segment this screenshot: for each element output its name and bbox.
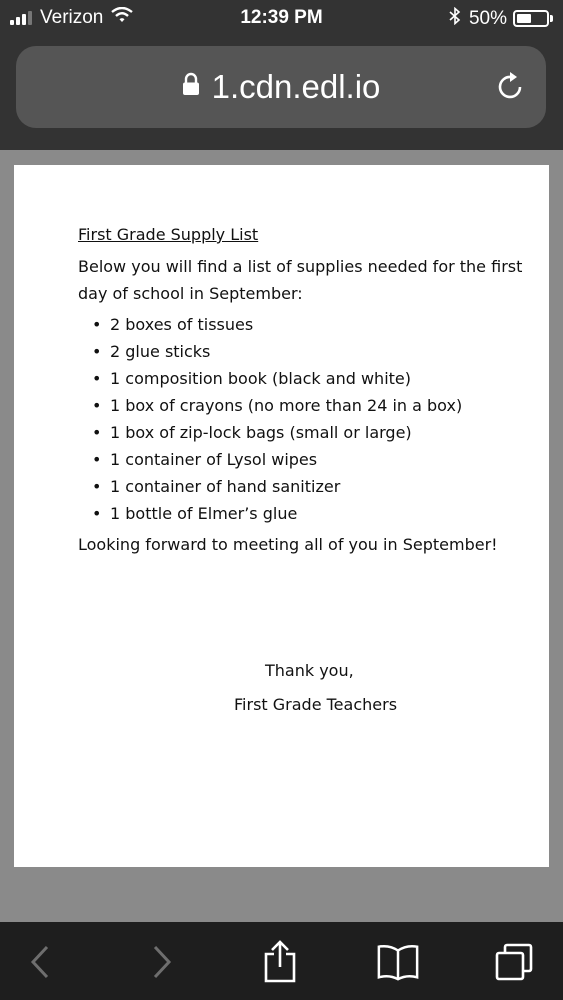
supply-item	[92, 473, 528, 500]
book-icon	[376, 942, 420, 982]
bullet-marker: •	[92, 315, 102, 334]
tabs-icon	[494, 942, 534, 982]
browser-toolbar	[0, 922, 563, 1000]
supply-list	[78, 311, 528, 527]
supply-item	[92, 500, 528, 527]
bullet-marker: •	[92, 504, 102, 523]
closing-paragraph: Looking forward to meeting all of you in September!	[78, 535, 498, 554]
url-display[interactable]	[16, 68, 546, 108]
battery-percent: 50%	[468, 7, 507, 29]
supply-item-text: 1 box of crayons (no more than 24 in a box)	[110, 396, 463, 415]
battery-icon	[513, 10, 549, 27]
battery-tip	[550, 15, 553, 22]
bullet-marker: •	[92, 369, 102, 388]
supply-item-text: 1 box of zip-lock bags (small or large)	[110, 423, 412, 442]
share-icon	[262, 940, 298, 984]
bullet-marker: •	[92, 342, 102, 361]
tabs-button[interactable]	[492, 940, 536, 984]
forward-button[interactable]	[140, 940, 184, 984]
chevron-right-icon	[151, 944, 173, 980]
supply-item	[92, 392, 528, 419]
bullet-marker: •	[92, 396, 102, 415]
reload-button[interactable]	[496, 70, 526, 107]
share-button[interactable]	[258, 940, 302, 984]
reload-icon	[496, 70, 526, 102]
url-text: 1.cdn.edl.io	[211, 68, 381, 105]
web-content[interactable]	[0, 150, 563, 922]
clock: 12:39 PM	[240, 7, 323, 28]
supply-item	[92, 446, 528, 473]
lock-icon	[182, 66, 200, 104]
supply-item	[92, 365, 528, 392]
status-bar	[0, 0, 563, 36]
bullet-marker: •	[92, 477, 102, 496]
document-title: First Grade Supply List	[78, 225, 259, 244]
supply-item-text: 2 glue sticks	[110, 342, 211, 361]
supply-item-text: 1 container of hand sanitizer	[110, 477, 341, 496]
thanks-line: Thank you,	[265, 661, 354, 680]
bullet-marker: •	[92, 450, 102, 469]
supply-item-text: 1 bottle of Elmer’s glue	[110, 504, 298, 523]
supply-item	[92, 311, 528, 338]
intro-paragraph: Below you will find a list of supplies needed for the first day of school in September:	[78, 257, 523, 303]
document-body	[78, 221, 528, 558]
supply-item	[92, 419, 528, 446]
supply-item	[92, 338, 528, 365]
status-right	[449, 7, 553, 30]
bookmarks-button[interactable]	[376, 940, 420, 984]
signature: First Grade Teachers	[234, 695, 398, 714]
back-button[interactable]	[18, 940, 62, 984]
supply-item-text: 2 boxes of tissues	[110, 315, 254, 334]
document-page	[14, 165, 549, 867]
supply-item-text: 1 container of Lysol wipes	[110, 450, 318, 469]
bullet-marker: •	[92, 423, 102, 442]
chevron-left-icon	[29, 944, 51, 980]
address-bar[interactable]	[16, 46, 546, 128]
bluetooth-icon	[449, 7, 461, 30]
supply-item-text: 1 composition book (black and white)	[110, 369, 411, 388]
carrier-label: Verizon	[40, 7, 104, 28]
